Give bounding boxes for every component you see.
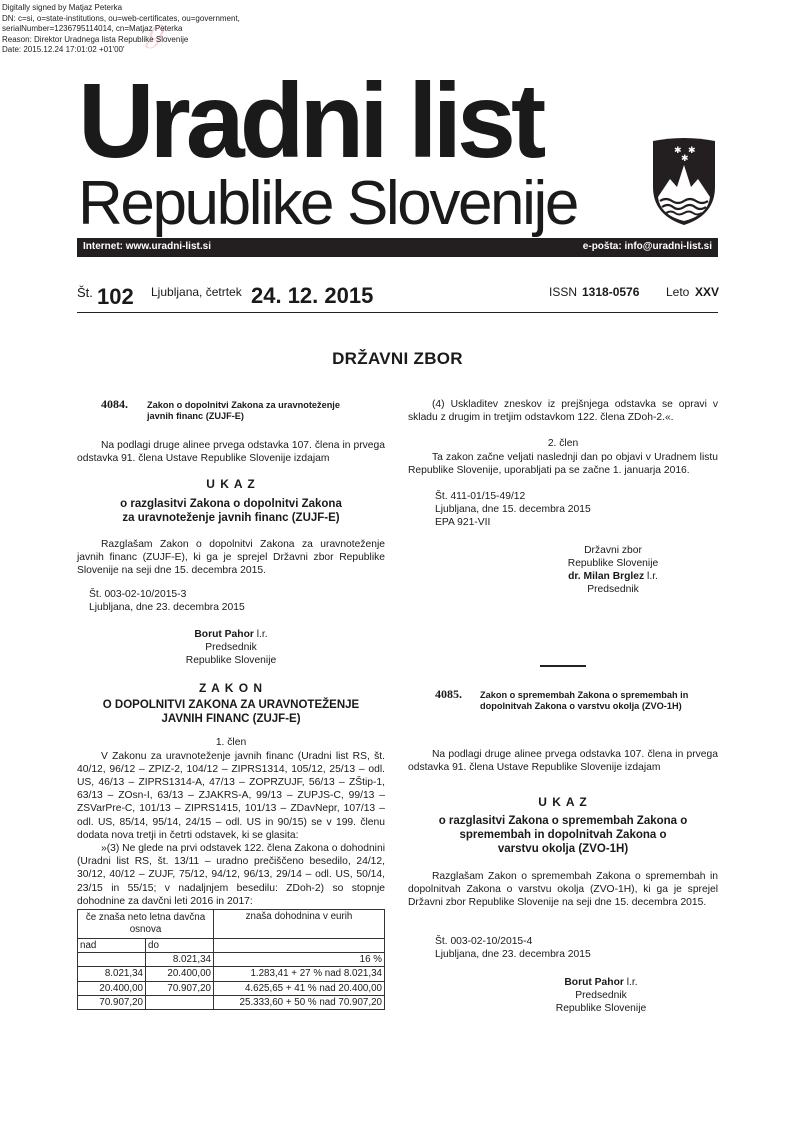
assembly-name: Državni zbor — [584, 544, 642, 556]
article-2-heading: 2. člen — [547, 438, 579, 450]
zakon-heading: Z A K O N — [198, 681, 264, 696]
preamble: Na podlagi druge alinee prvega odstavka 107. člena in prvega odstavka 91. člena Ustave Republike Slovenije izdajam — [408, 749, 718, 774]
table-subheader-empty — [214, 939, 385, 953]
ukaz-title: o razglasitvi Zakona o spremembah Zakona o spremembah in dopolnitvah Zakona o varstvu okolja (ZVO-1H) — [438, 814, 688, 855]
article-1-text: V Zakonu za uravnoteženje javnih financ (Uradni list RS, št. 40/12, 96/12 – ZPIZ-2, 104/12 – ZIPRS1314, 105/12, 25/13 – odl. US, 46/13 – ZIPRS1314-A, 47/13 – ZOPRZUJF, 56/13 – ZŠtip-1, 63/13 – ZOsn-I, 63/13 – ZJAKRS-A, 99/13 – ZUPJS-C, 99/13 – ZSVarPre-C, 101/13 – ZIPRS1415, 101/13 – ZDavNepr, 107/13 – odl. US, 85/14, 95/14, 24/15 – odl. US in 90/15) se v 199. členu dodata nova tretji in četrti odstavek, ki se glasita: — [77, 750, 385, 841]
act-title: Zakon o spremembah Zakona o spremembah in dopolnitvah Zakona o varstvu okolja (ZVO-1H) — [480, 690, 689, 711]
signature-line: Reason: Direktor Uradnega lista Republike Slovenije — [2, 34, 189, 44]
issn-value: 1318-0576 — [582, 285, 640, 299]
preamble: Na podlagi druge alinee prvega odstavka 107. člena in prvega odstavka 91. člena Ustave Republike Slovenije izdajam — [77, 440, 385, 465]
year-label: Leto — [666, 285, 690, 299]
issn-label: ISSN — [549, 285, 578, 299]
issue-number: 102 — [97, 284, 134, 309]
table-cell-tax: 4.625,65 + 41 % nad 20.400,00 — [214, 981, 385, 995]
ukaz-heading: U K A Z — [206, 477, 256, 492]
table-cell-tax: 25.333,60 + 50 % nad 70.907,20 — [214, 995, 385, 1009]
table-cell-nad: 20.400,00 — [78, 981, 146, 995]
table-cell-nad: 70.907,20 — [78, 995, 146, 1009]
issue-line — [77, 282, 718, 313]
assembly-signer-suffix: l.r. — [644, 571, 658, 583]
svg-text:✱: ✱ — [674, 146, 682, 156]
signature-watermark: ℊ — [140, 14, 170, 49]
law-epa: EPA 921-VII — [435, 517, 491, 529]
right-column — [408, 398, 718, 596]
issue-place-day: Ljubljana, četrtek — [151, 285, 242, 299]
left-column — [77, 397, 385, 1010]
act-number: 4085. — [435, 687, 462, 701]
svg-text:✱: ✱ — [681, 154, 689, 164]
svg-text:✱: ✱ — [688, 146, 696, 156]
zakon-title: O DOPOLNITVI ZAKONA ZA URAVNOTEŽENJE JAVNIH FINANC (ZUJF-E) — [102, 699, 360, 726]
table-row — [78, 967, 385, 981]
assembly-block — [408, 544, 718, 597]
website-link[interactable]: Internet: www.uradni-list.si — [83, 241, 211, 252]
promulgation-text: Razglašam Zakon o spremembah Zakona o spremembah in dopolnitvah Zakona o varstvu okolja (ZVO-1H), ki ga je sprejel Državni zbor Republike Slovenije na seji dne 15. decembra 2015. — [408, 870, 718, 909]
ref-date: Ljubljana, dne 23. decembra 2015 — [435, 949, 591, 961]
table-row — [78, 953, 385, 967]
ref-date: Ljubljana, dne 23. decembra 2015 — [89, 602, 245, 614]
article-1-para3: »(3) Ne glede na prvi odstavek 122. člena Zakona o dohodnini (Uradni list RS, št. 13/11 – uradno prečiščeno besedilo, 24/12, 30/12, 40/12 – ZUJF, 75/12, 94/12, 96/13, 29/14 – odl. US, 50/14, 23/15 in 55/15; v nadaljnjem besedilu: ZDoh-2) so stopnje dohodnine za davčni leti 2016 in 2017: — [77, 843, 385, 907]
table-subheader-row — [78, 939, 385, 953]
table-header-row — [78, 910, 385, 939]
table-cell-do: 20.400,00 — [146, 967, 214, 981]
section-title: DRŽAVNI ZBOR — [332, 349, 463, 368]
article-2-text: Ta zakon začne veljati naslednji dan po objavi v Uradnem listu Republike Slovenije, uporabljati pa se začne 1. januarja 2016. — [408, 451, 718, 476]
contact-bar — [77, 238, 718, 257]
table-header-base: če znaša neto letna davčna osnova — [78, 910, 214, 939]
right-column-act-4085 — [408, 687, 718, 1015]
signer-block — [408, 976, 718, 1016]
signer-name: Borut Pahor — [564, 976, 624, 988]
year-value: XXV — [695, 285, 720, 299]
law-ref-number: Št. 411-01/15-49/12 — [435, 491, 526, 503]
act-header — [408, 687, 718, 729]
signer — [484, 976, 718, 989]
assembly-role: Predsednik — [587, 584, 639, 596]
table-cell-do — [146, 995, 214, 1009]
signature-line: Date: 2015.12.24 17:01:02 +01'00' — [2, 45, 125, 55]
signer-org: Republike Slovenije — [555, 1003, 647, 1015]
table-cell-tax: 16 % — [214, 953, 385, 967]
coat-of-arms-icon — [650, 135, 718, 227]
table-cell-do: 70.907,20 — [146, 981, 214, 995]
signer-suffix: l.r. — [623, 976, 638, 988]
table-cell-tax: 1.283,41 + 27 % nad 8.021,34 — [214, 967, 385, 981]
table-cell-do: 8.021,34 — [146, 953, 214, 967]
law-ref-date: Ljubljana, dne 15. decembra 2015 — [435, 504, 591, 516]
table-cell-nad: 8.021,34 — [78, 967, 146, 981]
masthead-title: Uradni list — [78, 62, 542, 180]
signature-line: Digitally signed by Matjaz Peterka — [2, 3, 123, 12]
act-number: 4084. — [101, 397, 128, 411]
issue-number-label: Št. — [77, 285, 93, 300]
issue-date: 24. 12. 2015 — [251, 283, 374, 308]
signature-line: DN: c=si, o=state-institutions, ou=web-certificates, ou=government, — [2, 13, 240, 23]
assembly-signer — [508, 570, 718, 583]
act-title: Zakon o dopolnitvi Zakona za uravnoteženje javnih financ (ZUJF-E) — [147, 400, 340, 421]
act-header — [77, 397, 385, 427]
ukaz-title: o razglasitvi Zakona o dopolnitvi Zakona za uravnoteženje javnih financ (ZUJF-E) — [120, 497, 342, 524]
table-subheader-do: do — [146, 939, 214, 953]
article-1-para4: (4) Uskladitev zneskov iz prejšnjega odstavka se opravi v skladu z drugim in tretjim odstavkom 122. člena ZDoh-2.«. — [408, 399, 718, 424]
signer-org: Republike Slovenije — [185, 655, 277, 667]
signer-role: Predsednik — [575, 989, 627, 1001]
masthead-subtitle: Republike Slovenije — [78, 169, 577, 238]
table-cell-nad — [78, 953, 146, 967]
tax-table — [77, 909, 385, 1010]
ref-number: Št. 003-02-10/2015-3 — [89, 589, 187, 601]
email-link[interactable]: e-pošta: info@uradni-list.si — [582, 241, 712, 252]
assembly-signer-name: dr. Milan Brglez — [568, 571, 645, 583]
table-row — [78, 995, 385, 1009]
signer-suffix: l.r. — [253, 628, 268, 640]
ref-number: Št. 003-02-10/2015-4 — [435, 936, 533, 948]
table-subheader-nad: nad — [78, 939, 146, 953]
signature-line: serialNumber=1236795114014, cn=Matjaz Peterka — [2, 24, 183, 34]
table-header-tax: znaša dohodnina v eurih — [214, 910, 385, 939]
signer-role: Predsednik — [205, 641, 257, 653]
signer-name: Borut Pahor — [194, 628, 254, 640]
article-1-heading: 1. člen — [215, 737, 247, 749]
promulgation-text: Razglašam Zakon o dopolnitvi Zakona za uravnoteženje javnih financ (ZUJF-E), ki ga je sprejel Državni zbor Republike Slovenije na seji dne 15. decembra 2015. — [77, 538, 385, 577]
ukaz-heading: U K A Z — [538, 795, 588, 810]
assembly-org: Republike Slovenije — [567, 557, 659, 569]
table-row — [78, 981, 385, 995]
act-separator — [540, 665, 586, 667]
digital-signature — [2, 3, 302, 56]
signer — [77, 628, 385, 641]
